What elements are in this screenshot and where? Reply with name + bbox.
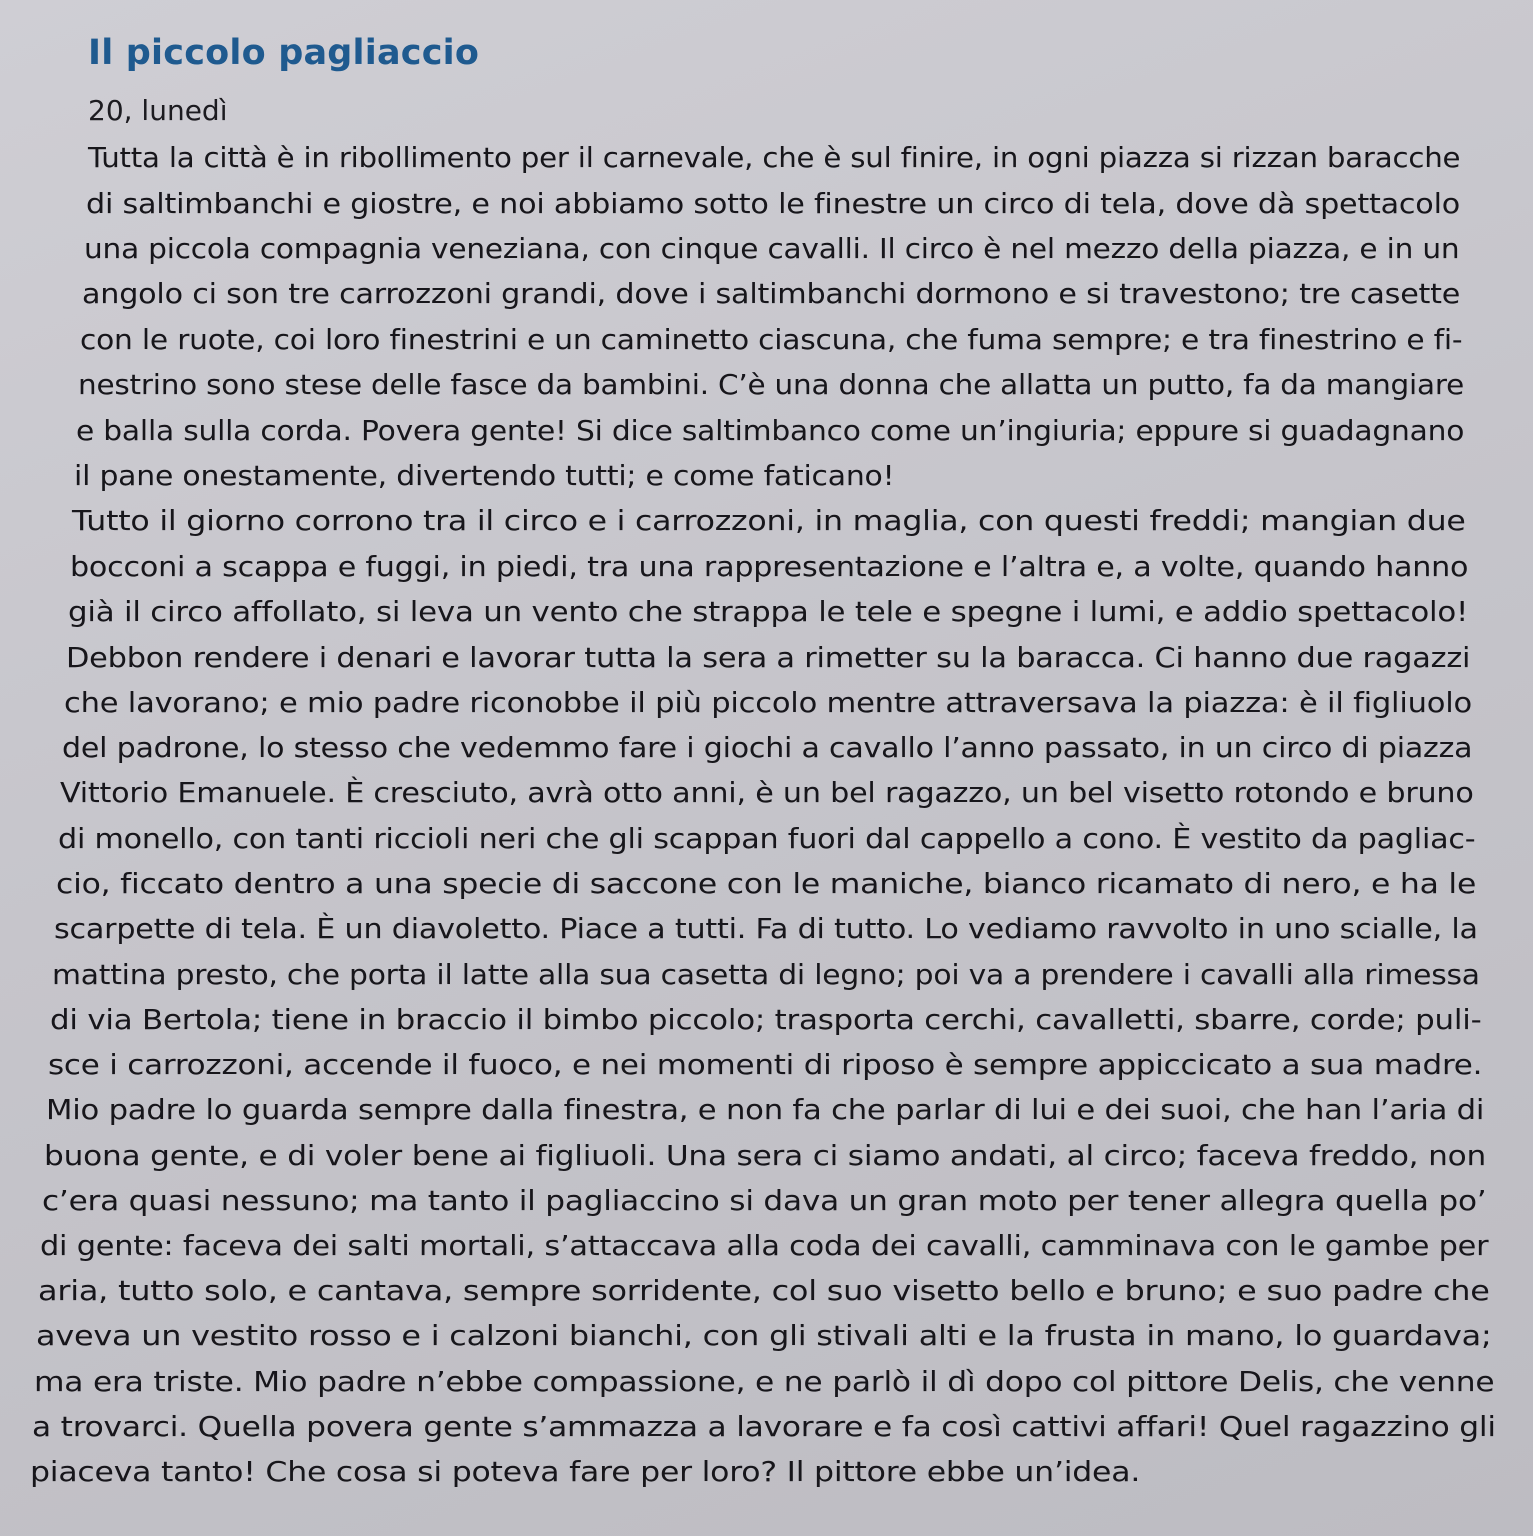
text-line: aveva un vestito rosso e i calzoni bianchi, con gli stivali alti e la frusta in mano, lo guardava; <box>36 1320 1492 1352</box>
text-line: angolo ci son tre carrozzoni grandi, dove i saltimbanchi dormono e si travestono; tre casette <box>82 278 1461 310</box>
text-line: di via Bertola; tiene in braccio il bimbo piccolo; trasporta cerchi, cavalletti, sbarre, corde; puli- <box>50 1004 1482 1036</box>
diary-date: 20, lunedì <box>88 94 228 127</box>
text-line: cio, ficcato dentro a una specie di saccone con le maniche, bianco ricamato di nero, e ha le <box>56 868 1477 900</box>
text-line: di monello, con tanti riccioli neri che gli scappan fuori dal cappello a cono. È vestito da pagliac- <box>58 823 1476 855</box>
text-line: Tutto il giorno corrono tra il circo e i carrozzoni, in maglia, con questi freddi; mangian due <box>72 505 1466 537</box>
text-line: del padrone, lo stesso che vedemmo fare i giochi a cavallo l’anno passato, in un circo di piazza <box>62 732 1473 764</box>
text-line: di gente: faceva dei salti mortali, s’attaccava alla coda dei cavalli, camminava con le gambe per <box>40 1230 1489 1262</box>
text-line: che lavorano; e mio padre riconobbe il più piccolo mentre attraversava la piazza: è il figliuolo <box>64 687 1472 719</box>
text-line: una piccola compagnia veneziana, con cinque cavalli. Il circo è nel mezzo della piazza, e in un <box>84 233 1460 265</box>
text-line: nestrino sono stese delle fasce da bambini. C’è una donna che allatta un putto, fa da mangiare <box>78 369 1464 401</box>
text-line: con le ruote, coi loro finestrini e un caminetto ciascuna, che fuma sempre; e tra finestrino e fi- <box>80 324 1463 356</box>
text-line: buona gente, e di voler bene ai figliuoli. Una sera ci siamo andati, al circo; faceva freddo, non <box>44 1140 1487 1172</box>
page-title: Il piccolo pagliaccio <box>88 33 480 73</box>
text-line: Tutta la città è in ribollimento per il carnevale, che è sul finire, in ogni piazza si rizzan baracche <box>88 142 1461 174</box>
text-line: aria, tutto solo, e cantava, sempre sorridente, col suo visetto bello e bruno; e suo padre che <box>38 1275 1490 1307</box>
text-line: Debbon rendere i denari e lavorar tutta la sera a rimetter su la baracca. Ci hanno due ragazzi <box>66 642 1471 674</box>
text-line: sce i carrozzoni, accende il fuoco, e nei momenti di riposo è sempre appiccicato a sua madre. <box>48 1049 1483 1081</box>
text-line: bocconi a scappa e fuggi, in piedi, tra una rappresentazione e l’altra e, a volte, quando hanno <box>70 551 1469 583</box>
text-line: Mio padre lo guarda sempre dalla finestra, e non fa che parlar di lui e dei suoi, che han l’aria di <box>46 1094 1485 1126</box>
text-line: Vittorio Emanuele. È cresciuto, avrà otto anni, è un bel ragazzo, un bel visetto rotondo e bruno <box>60 777 1474 809</box>
text-line: e balla sulla corda. Povera gente! Si dice saltimbanco come un’ingiuria; eppure si guadagnano <box>76 415 1465 447</box>
text-line: mattina presto, che porta il latte alla sua casetta di legno; poi va a prendere i cavalli alla rimessa <box>52 959 1480 991</box>
text-line: piaceva tanto! Che cosa si poteva fare per loro? Il pittore ebbe un’idea. <box>30 1456 1141 1488</box>
text-line: di saltimbanchi e giostre, e noi abbiamo sotto le finestre un circo di tela, dove dà spettacolo <box>86 188 1461 220</box>
text-line: già il circo affollato, si leva un vento che strappa le tele e spegne i lumi, e addio spettacolo! <box>68 596 1469 628</box>
text-line: il pane onestamente, divertendo tutti; e come faticano! <box>74 460 895 492</box>
text-line: ma era triste. Mio padre n’ebbe compassione, e ne parlò il dì dopo col pittore Delis, che venne <box>34 1366 1495 1398</box>
text-line: c’era quasi nessuno; ma tanto il pagliaccino si dava un gran moto per tener allegra quella po’ <box>42 1185 1487 1217</box>
text-line: a trovarci. Quella povera gente s’ammazza a lavorare e fa così cattivi affari! Quel ragazzino gli <box>32 1411 1496 1443</box>
text-line: scarpette di tela. È un diavoletto. Piace a tutti. Fa di tutto. Lo vediamo ravvolto in uno scialle, la <box>54 913 1478 945</box>
